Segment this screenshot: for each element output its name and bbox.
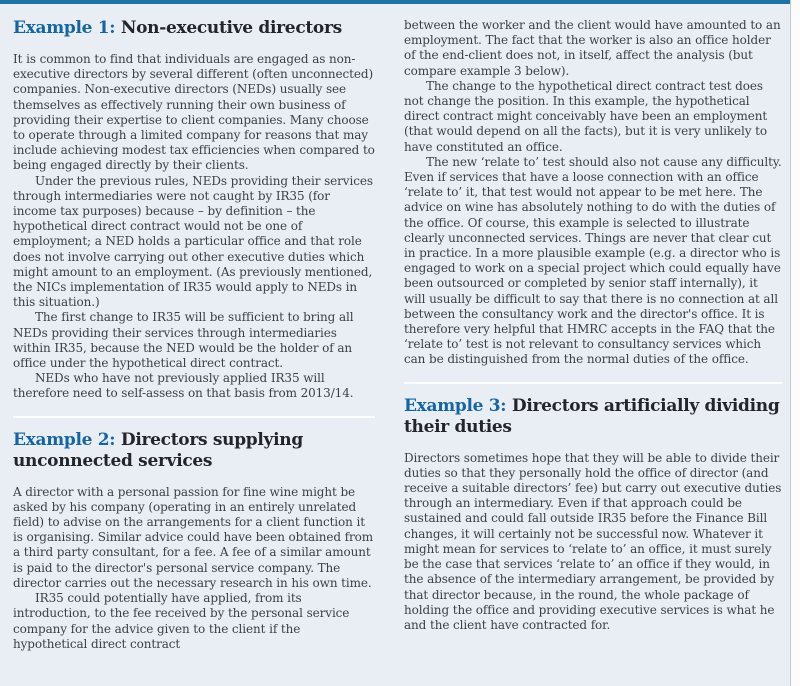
- example-3-title: Directors artificially dividing their duties: [404, 395, 780, 437]
- paragraph: between the worker and the client would have amounted to an employment. The fact that the worker is also an office holder of the end-client does not, in itself, affect the analysis (but compare example 3 below).: [404, 18, 781, 78]
- page-right-margin: [791, 0, 800, 686]
- paragraph: The new ‘relate to’ test should also not cause any difficulty. Even if services that have a loose connection with an office ‘relate to’ it, that test would not appear to be met here. The advice on wine has absolutely nothing to do with the duties of the office. Of course, this example is selected to illustrate clearly unconnected services. Things are never that clear cut in practice. In a more plausible example (e.g. a director who is engaged to work on a special project which could equally have been outsourced or completed by senior staff internally), it will usually be difficult to say that there is no connection at all between the consultancy work and the director's office. It is therefore very helpful that HMRC accepts in the FAQ that the ‘relate to’ test is not relevant to consultancy services which can be distinguished from the normal duties of the office.: [404, 154, 782, 367]
- example-2-title: Directors supplying unconnected services: [13, 429, 303, 471]
- section-example-3: [404, 396, 782, 633]
- paragraph: NEDs who have not previously applied IR35 will therefore need to self-assess on that basis from 2013/14.: [13, 371, 354, 401]
- paragraph: The change to the hypothetical direct contract test does not change the position. In this example, the hypothetical direct contract might conceivably have been an employment (that would depend on all the facts), but it is very unlikely to have constituted an office.: [404, 78, 768, 154]
- two-column-layout: [0, 4, 790, 652]
- paragraph: IR35 could potentially have applied, from its introduction, to the fee received by the personal service company for the advice given to the client if the hypothetical direct contract: [13, 591, 350, 651]
- example-2-label: Example 2:: [13, 429, 116, 450]
- example-1-label: Example 1:: [13, 18, 116, 38]
- example-1-title: Non-executive directors: [120, 18, 342, 38]
- section-divider: [13, 416, 375, 418]
- paragraph: Under the previous rules, NEDs providing their services through intermediaries were not caught by IR35 (for income tax purposes) because – by definition – the hypothetical direct contract would not be one of employment; a NED holds a particular office and that role does not involve carrying out other executive duties which might amount to an employment. (As previously mentioned, the NICs implementation of IR35 would apply to NEDs in this situation.): [13, 173, 373, 310]
- paragraph: The first change to IR35 will be sufficient to bring all NEDs providing their services through intermediaries within IR35, because the NED would be the holder of an office under the hypothetical direct contract.: [13, 310, 354, 371]
- paragraph: Directors sometimes hope that they will be able to divide their duties so that they personally hold the office of director (and receive a suitable directors’ fee) but carry out executive duties through an intermediary. Even if that approach could be sustained and could fall outside IR35 before the Finance Bill changes, it will certainly not be successful now. Whatever it might mean for services to ‘relate to’ an office, it must surely be the case that services ‘relate to’ an office if they would, in the absence of the intermediary arrangement, be provided by that director because, in the round, the whole package of holding the office and providing executive services is what he and the client have contracted for.: [404, 450, 782, 632]
- section-example-1: [13, 18, 375, 402]
- paragraph: A director with a personal passion for fine wine might be asked by his company (operating in an entirely unrelated field) to advise on the arrangements for a client function it is organising. Similar advice could have been obtained from a third party consultant, for a fee. A fee of a similar amount is paid to the director's personal service company. The director carries out the necessary research in his own time.: [13, 484, 374, 590]
- paragraph: It is common to find that individuals are engaged as non-executive directors by several different (often unconnected) companies. Non-executive directors (NEDs) usually see themselves as effectively running their own business of providing their expertise to client companies. Many choose to operate through a limited company for reasons that may include achieving modest tax efficiencies when compared to being engaged directly by their clients.: [13, 52, 375, 173]
- left-column: [13, 18, 375, 652]
- example-3-label: Example 3:: [404, 395, 507, 416]
- section-example-2: [13, 430, 375, 652]
- example-1-heading: [13, 18, 375, 39]
- section-example-2-continued: [404, 18, 782, 368]
- example-2-heading: [13, 430, 375, 472]
- section-divider: [404, 382, 782, 384]
- right-column: [404, 18, 782, 652]
- example-3-heading: [404, 396, 782, 438]
